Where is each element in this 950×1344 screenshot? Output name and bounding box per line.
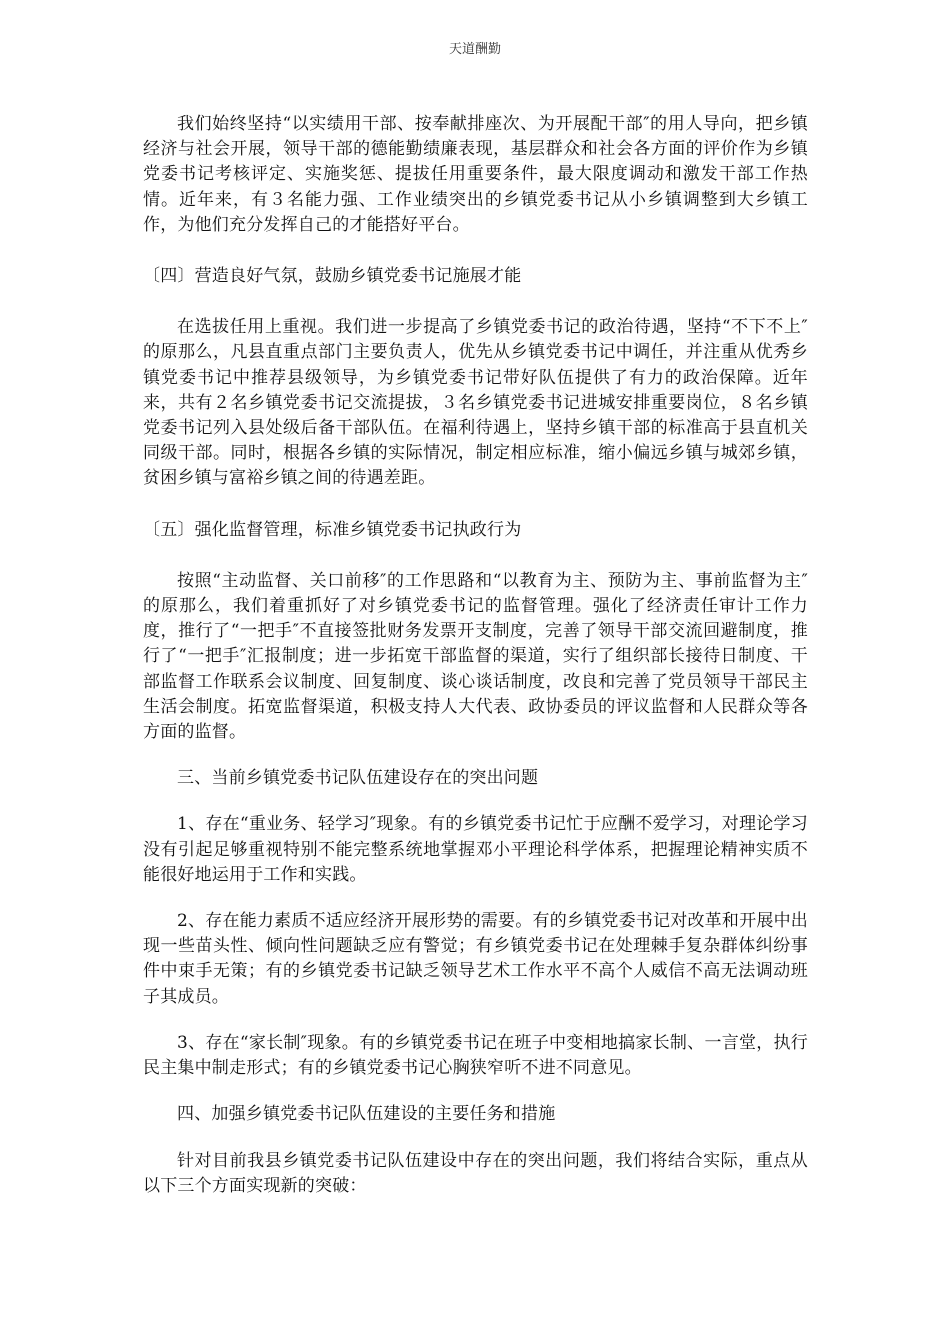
paragraph-supervision: 按照“主动监督、关口前移″的工作思路和“以教育为主、预防为主、事前监督为主″的原那么，我们着重抓好了对乡镇党委书记的监督管理。强化了经济责任审计工作力度，推行了“一把手″不直接签批财务发票开支制度，完善了领导干部交流回避制度，推行了“一把手″汇报制度；进一步拓宽干部监督的渠道，实行了组织部长接待日制度、干部监督工作联系会议制度、回复制度、谈心谈话制度，改良和完善了党员领导干部民主生活会制度。拓宽监督渠道，积极支持人大代表、政协委员的评议监督和人民群众等各方面的监督。 [143, 570, 808, 743]
section-heading-three: 三、当前乡镇党委书记队伍建设存在的突出问题 [177, 768, 539, 789]
section-heading-five: 〔五〕强化监督管理，标准乡镇党委书记执政行为 [143, 519, 522, 540]
section-heading-four-tasks: 四、加强乡镇党委书记队伍建设的主要任务和措施 [177, 1104, 556, 1125]
paragraph-problem-two: 2、存在能力素质不适应经济开展形势的需要。有的乡镇党委书记对改革和开展中出现一些苗头性、倾向性问题缺乏应有警觉；有乡镇党委书记在处理棘手复杂群体纠纷事件中束手无策；有的乡镇党委书记缺乏领导艺术工作水平不高个人威信不高无法调动班子其成员。 [143, 911, 808, 1007]
paragraph-problem-one: 1、存在“重业务、轻学习″现象。有的乡镇党委书记忙于应酬不爱学习，对理论学习没有引起足够重视特别不能完整系统地掌握邓小平理论科学体系，把握理论精神实质不能很好地运用于工作和实践。 [143, 814, 808, 885]
paragraph-breakthrough: 针对目前我县乡镇党委书记队伍建设中存在的突出问题，我们将结合实际，重点从以下三个方面实现新的突破： [143, 1150, 808, 1196]
page-header: 天道酬勤 [448, 42, 501, 57]
section-heading-four: 〔四〕营造良好气氛，鼓励乡镇党委书记施展才能 [143, 266, 522, 287]
document-body [143, 112, 808, 1199]
paragraph-selection-appointment: 在选拔任用上重视。我们进一步提高了乡镇党委书记的政治待遇，坚持“不下不上″的原那么，凡县直重点部门主要负责人，优先从乡镇党委书记中调任，并注重从优秀乡镇党委书记中推荐县级领导，为乡镇党委书记带好队伍提供了有力的政治保障。近年来，共有２名乡镇党委书记交流提拔，３名乡镇党委书记进城安排重要岗位，８名乡镇党委书记列入县处级后备干部队伍。在福利待遇上，坚持乡镇干部的标准高于县直机关同级干部。同时，根据各乡镇的实际情况，制定相应标准，缩小偏远乡镇与城郊乡镇，贫困乡镇与富裕乡镇之间的待遇差距。 [143, 317, 808, 489]
paragraph-cadre-evaluation: 我们始终坚持“以实绩用干部、按奉献排座次、为开展配干部″的用人导向，把乡镇经济与社会开展，领导干部的德能勤绩廉表现，基层群众和社会各方面的评价作为乡镇党委书记考核评定、实施奖惩、提拔任用重要条件，最大限度调动和激发干部工作热情。近年来，有３名能力强、工作业绩突出的乡镇党委书记从小乡镇调整到大乡镇工作，为他们充分发挥自己的才能搭好平台。 [143, 114, 808, 235]
paragraph-problem-three: 3、存在“家长制″现象。有的乡镇党委书记在班子中变相地搞家长制、一言堂，执行民主集中制走形式；有的乡镇党委书记心胸狭窄听不进不同意见。 [143, 1032, 808, 1079]
